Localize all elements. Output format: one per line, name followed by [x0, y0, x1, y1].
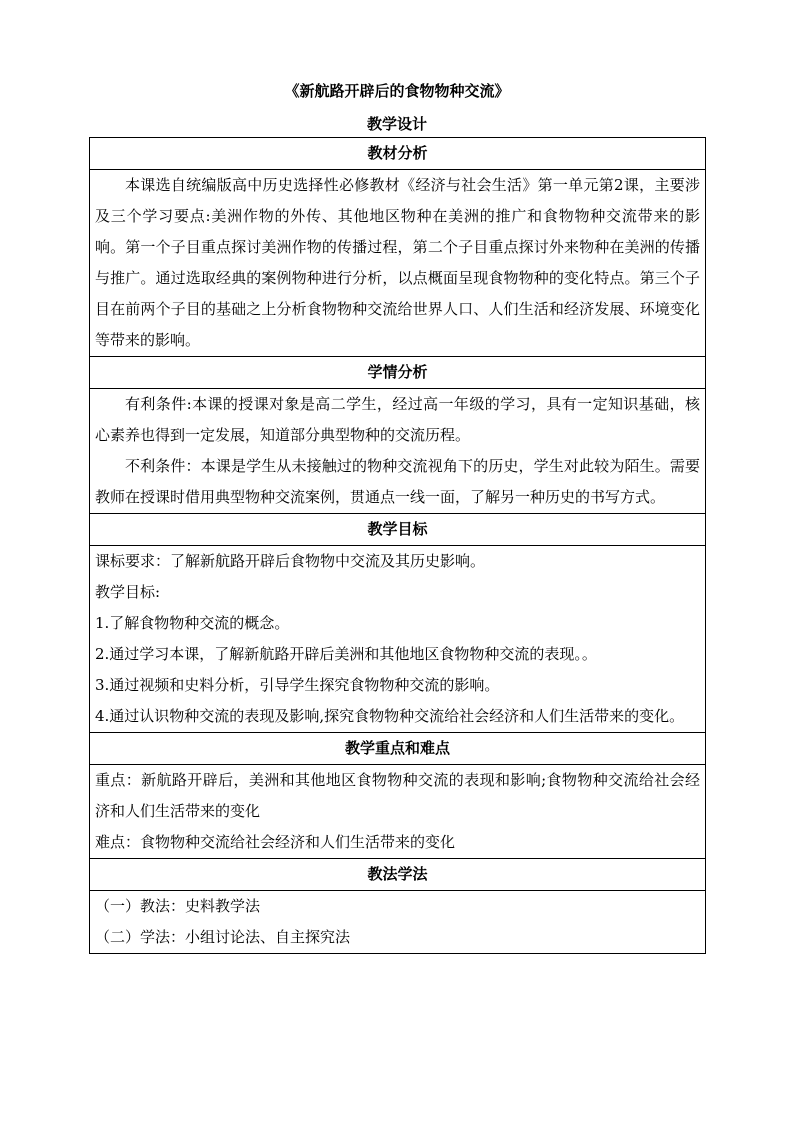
section-body-textbook-analysis — [90, 170, 706, 357]
paragraph: 难点：食物物种交流给社会经济和人们生活带来的变化 — [95, 833, 456, 851]
paragraph: 重点：新航路开辟后，美洲和其他地区食物物种交流的表现和影响;食物物种交流给社会经济和人们生活带来的变化 — [95, 771, 700, 820]
section-heading-textbook-analysis: 教材分析 — [90, 138, 706, 170]
paragraph: 不利条件：本课是学生从未接触过的物种交流视角下的历史，学生对此较为陌生。需要教师在授课时借用典型物种交流案例，贯通点一线一面，了解另一种历史的书写方式。 — [95, 457, 700, 506]
document-subtitle: 教学设计 — [366, 115, 427, 133]
paragraph: 教学目标: — [95, 583, 161, 601]
section-heading-student-analysis: 学情分析 — [90, 357, 706, 389]
section-body-teaching-objectives — [90, 546, 706, 733]
list-item: 1.了解食物物种交流的概念。 — [95, 614, 290, 632]
section-heading-methods: 教法学法 — [90, 859, 706, 891]
section-body-student-analysis — [90, 389, 706, 514]
paragraph: 有利条件:本课的授课对象是高二学生，经过高一年级的学习，具有一定知识基础，核心素养也得到一定发展，知道部分典型物种的交流历程。 — [95, 395, 700, 444]
document-title: 《新航路开辟后的食物物种交流》 — [284, 82, 510, 100]
list-item: （二）学法：小组讨论法、自主探究法 — [95, 928, 351, 946]
section-body-methods — [90, 891, 706, 954]
list-item: （一）教法：史料教学法 — [95, 897, 261, 915]
section-body-key-points — [90, 765, 706, 859]
list-item: 3.通过视频和史料分析，引导学生探究食物物种交流的影响。 — [95, 676, 500, 694]
section-heading-key-points: 教学重点和难点 — [90, 733, 706, 765]
section-heading-teaching-objectives: 教学目标 — [90, 514, 706, 546]
list-item: 4.通过认识物种交流的表现及影响,探究食物物种交流给社会经济和人们生活带来的变化。 — [95, 707, 685, 725]
paragraph: 本课选自统编版高中历史选择性必修教材《经济与社会生活》第一单元第2课，主要涉及三个学习要点:美洲作物的外传、其他地区物种在美洲的推广和食物物种交流带来的影响。第一个子目重点探讨美洲作物的传播过程，第二个子目重点探讨外来物种在美洲的传播与推广。通过选取经典的案例物种进行分析，以点概面呈现食物物种的变化特点。第三个子目在前两个子目的基础之上分析食物物种交流给世界人口、人们生活和经济发展、环境变化等带来的影响。 — [95, 176, 700, 349]
list-item: 2.通过学习本课，了解新航路开辟后美洲和其他地区食物物种交流的表现。。 — [95, 645, 597, 663]
lesson-plan-table — [89, 137, 706, 954]
paragraph: 课标要求：了解新航路开辟后食物物中交流及其历史影响。 — [95, 552, 486, 570]
